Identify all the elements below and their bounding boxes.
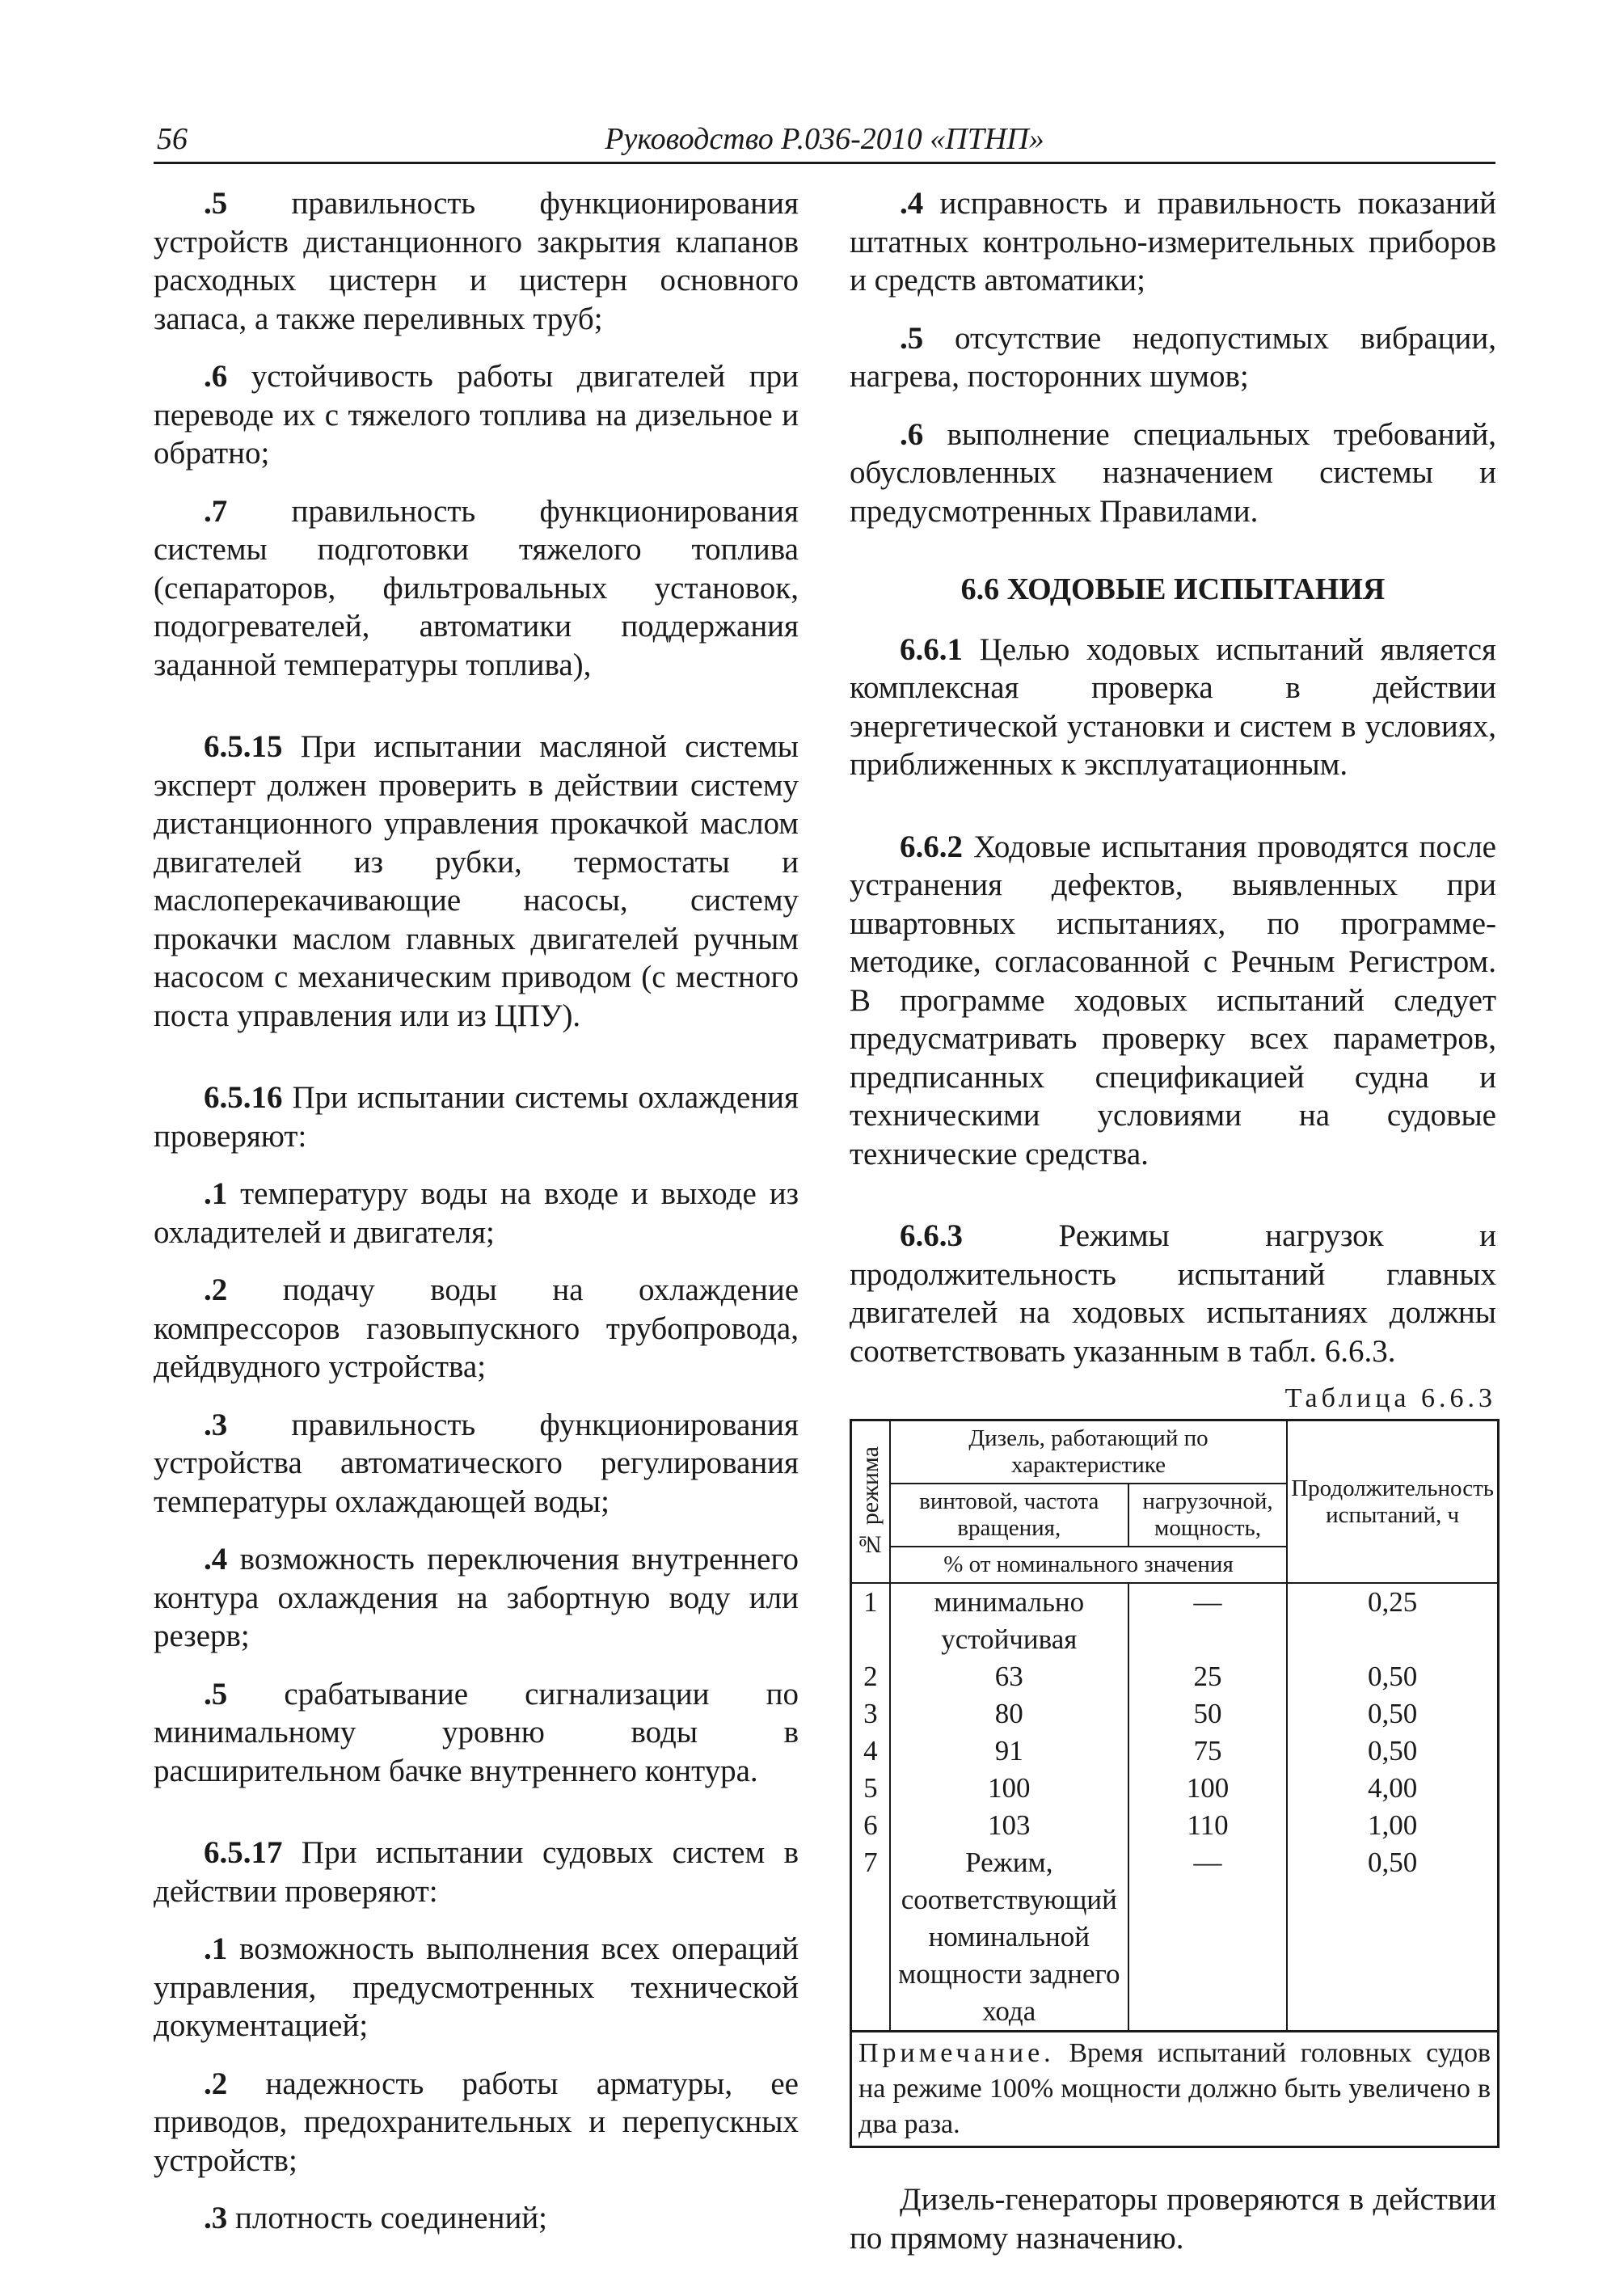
paragraph xyxy=(850,828,1496,1174)
table-note xyxy=(851,2032,1499,2147)
paragraph-text: возможность переключения внутреннего контура охлаждения на забортную воду или резерв; xyxy=(154,1542,799,1653)
mode-cell: 6 xyxy=(851,1807,890,1844)
item-number: .2 xyxy=(204,1273,228,1307)
running-title: Руководство Р.036-2010 «ПТНП» xyxy=(605,122,1044,156)
item-number: .5 xyxy=(204,186,228,221)
paragraph xyxy=(154,728,799,1035)
table-row xyxy=(851,1695,1499,1733)
load-header: нагрузочной, мощность, xyxy=(1128,1484,1287,1547)
paragraph-text: выполнение специальных требований, обусловленных назначением системы и предусмотренных Правилами. xyxy=(850,416,1496,529)
paragraph-text: подачу воды на охлаждение компрессоров газовыпускного трубопровода, дейдвудного устройства; xyxy=(154,1273,799,1384)
item-number: .6 xyxy=(204,359,228,394)
propeller-cell: Режим, соответствующий номинальной мощности заднего хода xyxy=(890,1844,1128,2032)
paragraph xyxy=(850,416,1496,531)
paragraph: Дизель-генераторы проверяются в действии по прямому назначению. xyxy=(850,2182,1496,2256)
paragraph-text: правильность функционирования системы подготовки тяжелого топлива (сепараторов, фильтровальных установок, подогревателей, автоматики поддержания заданной температуры топлива), xyxy=(154,493,799,682)
note-label: Примечание. xyxy=(858,2038,1055,2068)
item-number: .2 xyxy=(204,2066,228,2101)
paragraph xyxy=(154,1406,799,1522)
paragraph xyxy=(154,1930,799,2045)
duration-cell: 0,25 xyxy=(1287,1583,1498,1658)
group-header: Дизель, работающий по характеристике xyxy=(890,1420,1287,1484)
paragraph xyxy=(154,357,799,473)
duration-cell: 0,50 xyxy=(1287,1695,1498,1733)
duration-cell: 4,00 xyxy=(1287,1770,1498,1807)
paragraph xyxy=(154,184,799,338)
table-caption: Таблица 6.6.3 xyxy=(1284,1383,1496,1413)
mode-cell: 5 xyxy=(851,1770,890,1807)
table-row xyxy=(851,1733,1499,1770)
clause-number: 6.5.16 xyxy=(204,1080,283,1115)
propeller-header: винтовой, частота вращения, xyxy=(890,1484,1128,1547)
table-row xyxy=(851,1807,1499,1844)
left-column xyxy=(154,184,799,2238)
mode-cell: 7 xyxy=(851,1844,890,2032)
note-text: Время испытаний головных судов на режиме 100% мощности должно быть увеличено в два раза. xyxy=(858,2038,1491,2139)
paragraph-text: При испытании судовых систем в действии проверяют: xyxy=(154,1835,799,1909)
paragraph-text: возможность выполнения всех операций управления, предусмотренных технической документацией; xyxy=(154,1931,799,2043)
load-cell: 100 xyxy=(1128,1770,1287,1807)
paragraph-text: температуру воды на входе и выходе из охладителей и двигателя; xyxy=(154,1176,799,1250)
page-header xyxy=(154,121,1495,164)
paragraph-text: Ходовые испытания проводятся после устранения дефектов, выявленных при швартовных испытаниях, по программе-методике, согласованной с Речным Регистром. В программе ходовых испытаний следует предусматривать проверку всех параметров, предписанных спецификацией судна и техническими условиями на судовые технические средства. xyxy=(850,829,1496,1171)
paragraph xyxy=(850,631,1496,784)
load-cell: 25 xyxy=(1128,1658,1287,1695)
duration-cell: 0,50 xyxy=(1287,1733,1498,1770)
paragraph-text: исправность и правильность показаний штатных контрольно-измерительных приборов и средств автоматики; xyxy=(850,186,1496,298)
paragraph-text: При испытании системы охлаждения проверяют: xyxy=(154,1080,799,1154)
propeller-cell: 91 xyxy=(890,1733,1128,1770)
table-row xyxy=(851,1658,1499,1695)
item-number: .4 xyxy=(900,186,924,221)
paragraph xyxy=(154,1175,799,1252)
load-cell: — xyxy=(1128,1583,1287,1658)
paragraph xyxy=(850,184,1496,300)
table-row xyxy=(851,1844,1499,2032)
paragraph-text: Режимы нагрузок и продолжительность испытаний главных двигателей на ходовых испытаниях должны соответствовать указанным в табл. 6.6.3. xyxy=(850,1218,1496,1369)
clause-number: 6.6.1 xyxy=(900,631,963,667)
paragraph xyxy=(154,2065,799,2180)
load-cell: 110 xyxy=(1128,1807,1287,1844)
clause-number: 6.6.2 xyxy=(900,829,963,864)
mode-header: № режима xyxy=(857,1446,884,1558)
page-number: 56 xyxy=(157,122,188,156)
right-column xyxy=(850,184,1496,2257)
paragraph xyxy=(154,1540,799,1656)
item-number: .3 xyxy=(204,2201,228,2235)
item-number: .1 xyxy=(204,1931,228,1966)
paragraph xyxy=(154,1675,799,1791)
propeller-cell: 100 xyxy=(890,1770,1128,1807)
mode-cell: 3 xyxy=(851,1695,890,1733)
paragraph-text: срабатывание сигнализации по минимальному уровню воды в расширительном бачке внутреннего контура. xyxy=(154,1676,799,1788)
load-cell: 50 xyxy=(1128,1695,1287,1733)
clause-number: 6.5.15 xyxy=(204,729,283,764)
mode-cell: 4 xyxy=(851,1733,890,1770)
paragraph xyxy=(850,319,1496,396)
paragraph-text: При испытании масляной системы эксперт должен проверить в действии систему дистанционного управления прокачкой маслом двигателей из рубки, термостаты и маслоперекачивающие насосы, систему прокачки маслом главных двигателей ручным насосом с механическим приводом (с местного поста управления или из ЦПУ). xyxy=(154,729,799,1033)
mode-header-cell xyxy=(851,1420,890,1584)
duration-cell: 1,00 xyxy=(1287,1807,1498,1844)
paragraph-text: надежность работы арматуры, ее приводов, предохранительных и перепускных устройств; xyxy=(154,2066,799,2178)
mode-cell: 2 xyxy=(851,1658,890,1695)
load-modes-table xyxy=(850,1419,1500,2148)
duration-cell: 0,50 xyxy=(1287,1844,1498,2032)
paragraph xyxy=(154,2199,799,2238)
section-heading: 6.6 ХОДОВЫЕ ИСПЫТАНИЯ xyxy=(960,572,1386,606)
propeller-cell: 103 xyxy=(890,1807,1128,1844)
paragraph-text: правильность функционирования устройств дистанционного закрытия клапанов расходных цистерн и цистерн основного запаса, а также переливных труб; xyxy=(154,186,799,336)
item-number: .5 xyxy=(204,1676,228,1712)
clause-number: 6.6.3 xyxy=(900,1218,963,1253)
item-number: .1 xyxy=(204,1176,228,1211)
propeller-cell: минимально устойчивая xyxy=(890,1583,1128,1658)
item-number: .4 xyxy=(204,1542,228,1577)
load-cell: — xyxy=(1128,1844,1287,2032)
propeller-cell: 80 xyxy=(890,1695,1128,1733)
load-cell: 75 xyxy=(1128,1733,1287,1770)
duration-cell: 0,50 xyxy=(1287,1658,1498,1695)
paragraph xyxy=(154,492,799,685)
table-row xyxy=(851,1770,1499,1807)
clause-number: 6.5.17 xyxy=(204,1835,283,1870)
table-note-row xyxy=(851,2032,1499,2147)
paragraph xyxy=(154,1834,799,1910)
paragraph-text: правильность функционирования устройства автоматического регулирования температуры охлаждающей воды; xyxy=(154,1407,799,1519)
paragraph xyxy=(154,1078,799,1155)
item-number: .5 xyxy=(900,320,924,356)
item-number: .3 xyxy=(204,1407,228,1442)
propeller-cell: 63 xyxy=(890,1658,1128,1695)
paragraph-text: устойчивость работы двигателей при переводе их с тяжелого топлива на дизельное и обратно; xyxy=(154,359,799,471)
paragraph-text: Целью ходовых испытаний является комплексная проверка в действии энергетической установки и систем в условиях, приближенных к эксплуатационным. xyxy=(850,631,1496,782)
item-number: .7 xyxy=(204,493,228,529)
item-number: .6 xyxy=(900,416,924,452)
table-row xyxy=(851,1583,1499,1658)
paragraph-text: отсутствие недопустимых вибрации, нагрева, посторонних шумов; xyxy=(850,320,1496,394)
paragraph xyxy=(850,1217,1496,1370)
paragraph-text: плотность соединений; xyxy=(227,2201,548,2235)
paragraph xyxy=(154,1271,799,1387)
percent-header: % от номинального значения xyxy=(890,1547,1287,1583)
mode-cell: 1 xyxy=(851,1583,890,1658)
duration-header: Продолжительность испытаний, ч xyxy=(1287,1420,1498,1584)
